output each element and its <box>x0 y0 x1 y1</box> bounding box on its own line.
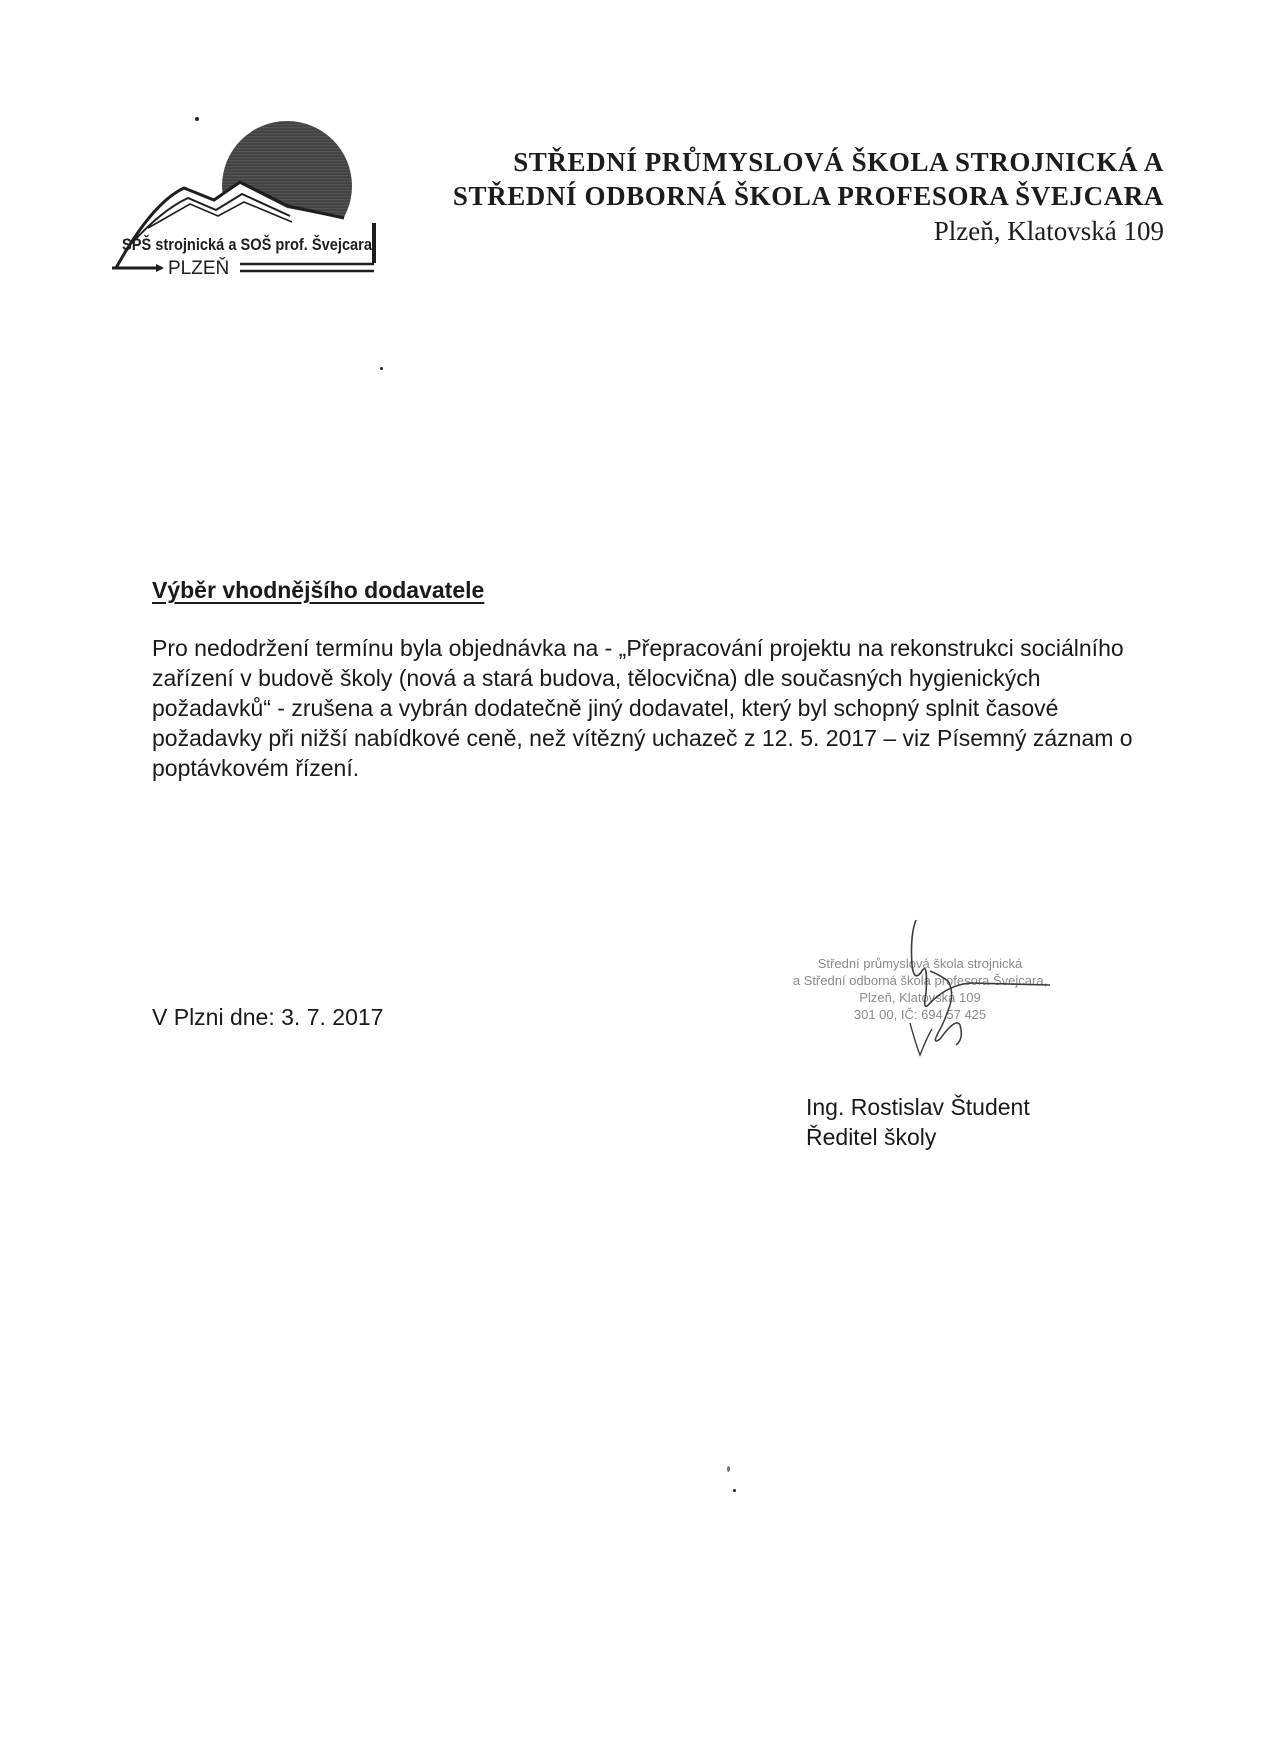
scan-speck <box>733 1489 736 1492</box>
scan-speck <box>727 1466 730 1472</box>
letterhead-line-2: STŘEDNÍ ODBORNÁ ŠKOLA PROFESORA ŠVEJCARA <box>452 181 1164 211</box>
letterhead <box>453 145 1164 249</box>
signature-mark <box>760 905 1080 1080</box>
body-paragraph: Pro nedodržení termínu byla objednávka na - „Přepracování projektu na rekonstrukci sociálního zařízení v budově školy (nová a stará budova, tělocvična) dle současných hygienických požadavků“ - zrušena a vybrán dodatečně jiný dodavatel, který byl schopný splnit časové požadavky při nižší nabídkové ceně, než vítězný uchazeč z 12. 5. 2017 – viz Písemný záznam o poptávkovém řízení. <box>152 635 1133 781</box>
signatory-name: Ing. Rostislav Študent <box>806 1094 1030 1120</box>
letterhead-address: Plzeň, Klatovská 109 <box>933 216 1164 246</box>
scan-speck <box>380 367 383 370</box>
school-logo-graphic <box>112 118 382 293</box>
stamp-line-2: a Střední odborná škola profesora Švejcara, <box>792 973 1048 988</box>
signatory-role: Ředitel školy <box>806 1124 937 1150</box>
logo-text-line1: SPŠ strojnická a SOŠ prof. Švejcara <box>122 235 373 254</box>
document-body <box>152 633 1162 783</box>
school-logo <box>112 118 382 293</box>
letterhead-line-1: STŘEDNÍ PRŮMYSLOVÁ ŠKOLA STROJNICKÁ A <box>513 147 1164 177</box>
stamp-line-4: 301 00, IČ: 694 57 425 <box>853 1007 987 1022</box>
document-date: V Plzni dne: 3. 7. 2017 <box>152 1004 384 1030</box>
scan-speck <box>195 117 199 121</box>
signatory-block <box>806 1092 1030 1152</box>
official-stamp <box>760 905 1080 1080</box>
document-title: Výběr vhodnějšího dodavatele <box>152 577 485 603</box>
logo-text-line2: PLZEŇ <box>168 258 230 279</box>
stamp-line-1: Střední průmyslová škola strojnická <box>817 956 1023 971</box>
stamp-line-3: Plzeň, Klatovská 109 <box>859 990 981 1005</box>
